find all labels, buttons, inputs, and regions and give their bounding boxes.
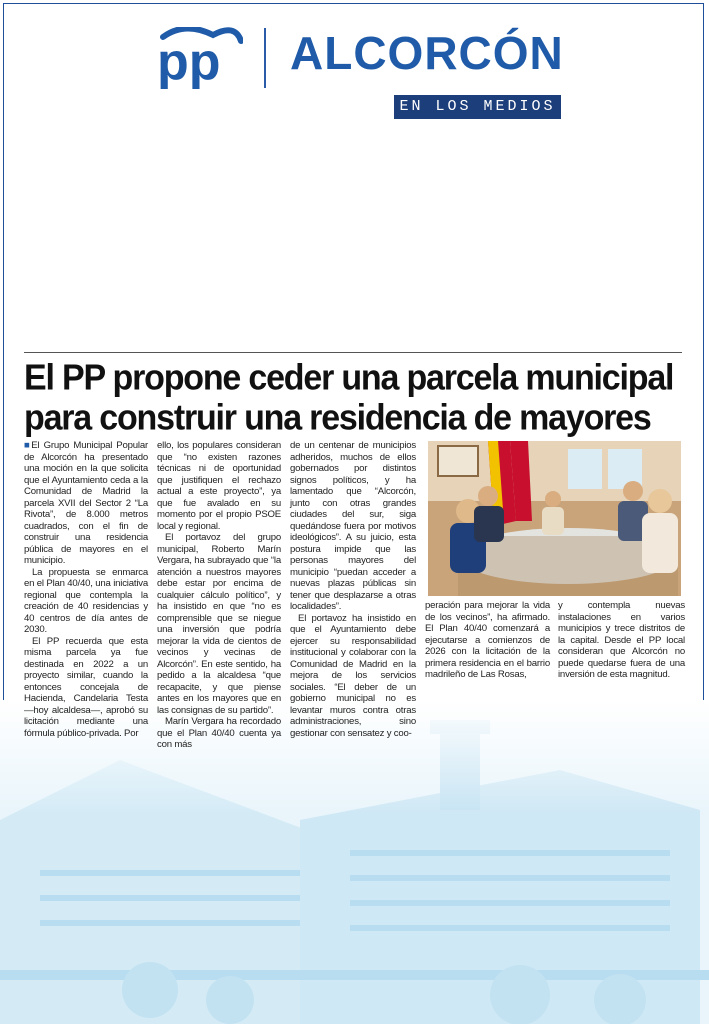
article-column-4 (425, 600, 550, 681)
pp-logo-icon (155, 27, 243, 89)
article-headline: El PP propone ceder una parcela municipal para construir una residencia de mayores (24, 358, 674, 438)
paragraph: ■El Grupo Municipal Popular de Alcorcón ha presentado una moción en la que solicita que el Ayuntamiento ceda a la Comunidad de Madrid la parcela XVII del Sector 2 “La Rivota”, de 8.000 metros cuadrados, con el fin de construir una residencia pública de mayores en el municipio. (24, 440, 148, 566)
paragraph: y contempla nuevas instalaciones en varios municipios y trece distritos de la capital. Desde el PP local consideran que Alcorcón no puede quedarse fuera de una inversión de esta magnitud. (558, 600, 685, 680)
meeting-photo (428, 441, 681, 596)
paragraph: peración para mejorar la vida de los vecinos”, ha afirmado. El Plan 40/40 comenzará a ejecutarse a comienzos de 2026 con la licitación de la primera residencia en el barrio madrileño de Las Rosas, (425, 600, 550, 680)
section-tag: EN LOS MEDIOS (394, 95, 561, 119)
article-column-2 (157, 440, 281, 751)
header-divider (264, 28, 266, 88)
paragraph: El PP recuerda que esta misma parcela ya fue destinada en 2022 a un proyecto similar, cuando la entonces concejala de Hacienda, Candelaria Testa —hoy alcaldesa—, aprobó su licitación mediante una fórmula público-privada. Por (24, 635, 148, 739)
brand-name: ALCORCÓN (290, 27, 564, 79)
bullet-icon: ■ (24, 440, 32, 451)
article-column-3 (290, 440, 416, 739)
article-column-1 (24, 440, 148, 739)
svg-text:pp: pp (157, 33, 221, 89)
paragraph: El portavoz del grupo municipal, Roberto Marín Vergara, ha subrayado que “la atención a nuestros mayores debe estar por encima de cualquier cálculo político”, y ha insistido en que “no es comprensible que se niegue una inversión que podría mejorar la vida de cientos de vecinos y vecinas de Alcorcón”. En este sentido, ha pedido a la alcaldesa “que recapacite, y que piense antes en los mayores que en las consignas de su partido”. (157, 532, 281, 716)
headline-rule (24, 352, 682, 353)
paragraph: La propuesta se enmarca en el Plan 40/40, una iniciativa regional que contempla la creación de 40 residencias y 40 centros de día antes de 2030. (24, 566, 148, 635)
town-hall-background-image (0, 700, 709, 1024)
paragraph: de un centenar de municipios adheridos, muchos de ellos gobernados por distintos signos políticos, y ha lamentado que “Alcorcón, junto con otras grandes ciudades del sur, siga quedándose fuera por motivos ideológicos”. A su juicio, esta postura impide que las personas mayores del municipio “puedan acceder a nuevas plazas públicas sin tener que desplazarse a otras localidades”. (290, 440, 416, 612)
paragraph: El portavoz ha insistido en que el Ayuntamiento debe ejercer su responsabilidad institucional y colaborar con la Comunidad de Madrid en la mejora de los servicios sociales. “El deber de un gobierno municipal no es levantar muros contra otras administraciones, sino gestionar con sensatez y coo- (290, 612, 416, 739)
paragraph: ello, los populares consideran que “no existen razones técnicas ni de oportunidad que justifiquen el rechazo actual a este proyecto”, ya que fue avalado en su momento por el propio PSOE local y regional. (157, 440, 281, 532)
paragraph: Marín Vergara ha recordado que el Plan 40/40 cuenta ya con más (157, 716, 281, 750)
article-column-5 (558, 600, 685, 681)
